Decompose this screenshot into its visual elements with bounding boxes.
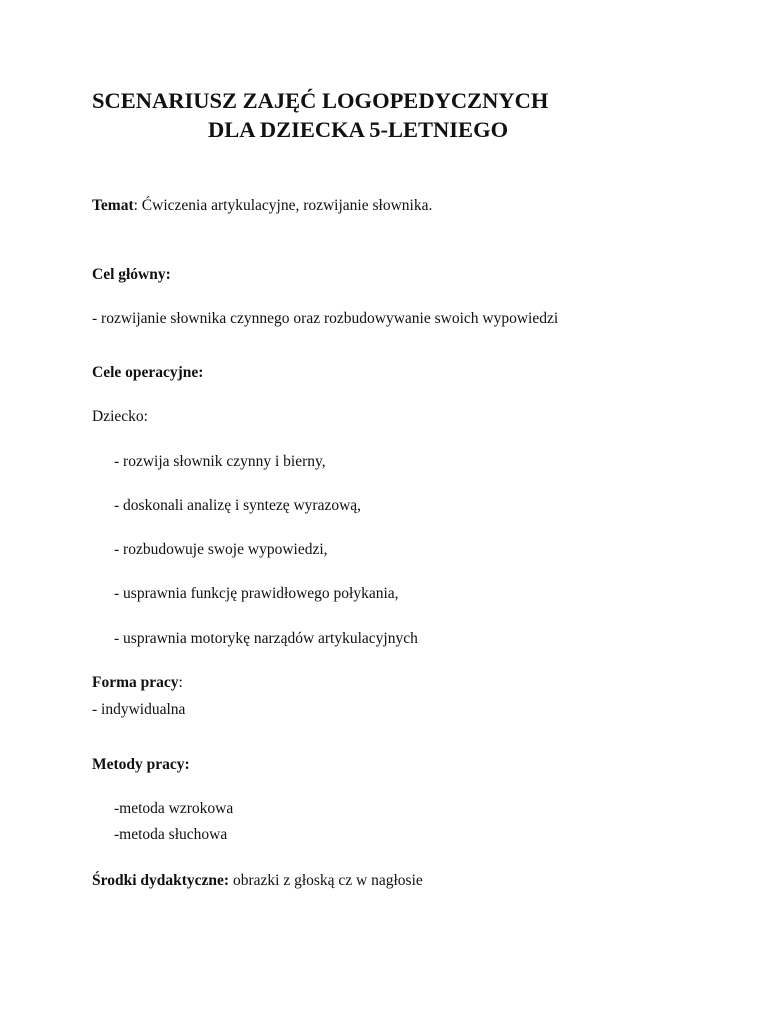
forma-pracy-line: [92, 674, 183, 692]
metody-pracy-item-1: -metoda wzrokowa: [114, 800, 234, 817]
cele-operacyjne-item-3: - rozbudowuje swoje wypowiedzi,: [114, 541, 328, 558]
cele-operacyjne-item-4: - usprawnia funkcję prawidłowego połykania,: [114, 585, 399, 602]
metody-pracy-heading: [92, 756, 190, 774]
forma-pracy-colon: :: [178, 674, 183, 691]
temat-label: Temat: [92, 197, 134, 214]
cele-operacyjne-heading: [92, 364, 203, 382]
temat-value: : Ćwiczenia artykulacyjne, rozwijanie słownika.: [133, 197, 433, 214]
title-line-1: SCENARIUSZ ZAJĘĆ LOGOPEDYCZNYCH: [92, 88, 549, 113]
title-line-2: DLA DZIECKA 5-LETNIEGO: [208, 117, 509, 142]
dziecko-label: Dziecko:: [92, 408, 148, 425]
cele-operacyjne-item-5: - usprawnia motorykę narządów artykulacyjnych: [114, 630, 418, 647]
cele-operacyjne-item-1: - rozwija słownik czynny i bierny,: [114, 453, 326, 470]
metody-pracy-heading-text: Metody pracy:: [92, 756, 190, 773]
srodki-value: obrazki z głoską cz w nagłosie: [229, 872, 423, 889]
cel-glowny-heading-text: Cel główny:: [92, 266, 171, 283]
forma-pracy-item: - indywidualna: [92, 701, 186, 718]
srodki-label: Środki dydaktyczne:: [92, 872, 230, 889]
temat-line: [92, 197, 432, 215]
srodki-dydaktyczne-line: [92, 872, 423, 890]
cel-glowny-item: - rozwijanie słownika czynnego oraz rozbudowywanie swoich wypowiedzi: [92, 310, 559, 327]
cel-glowny-heading: [92, 266, 171, 284]
cele-operacyjne-item-2: - doskonali analizę i syntezę wyrazową,: [114, 497, 362, 514]
metody-pracy-item-2: -metoda słuchowa: [114, 826, 228, 843]
forma-pracy-label: Forma pracy: [92, 674, 179, 691]
cele-operacyjne-heading-text: Cele operacyjne:: [92, 364, 204, 381]
